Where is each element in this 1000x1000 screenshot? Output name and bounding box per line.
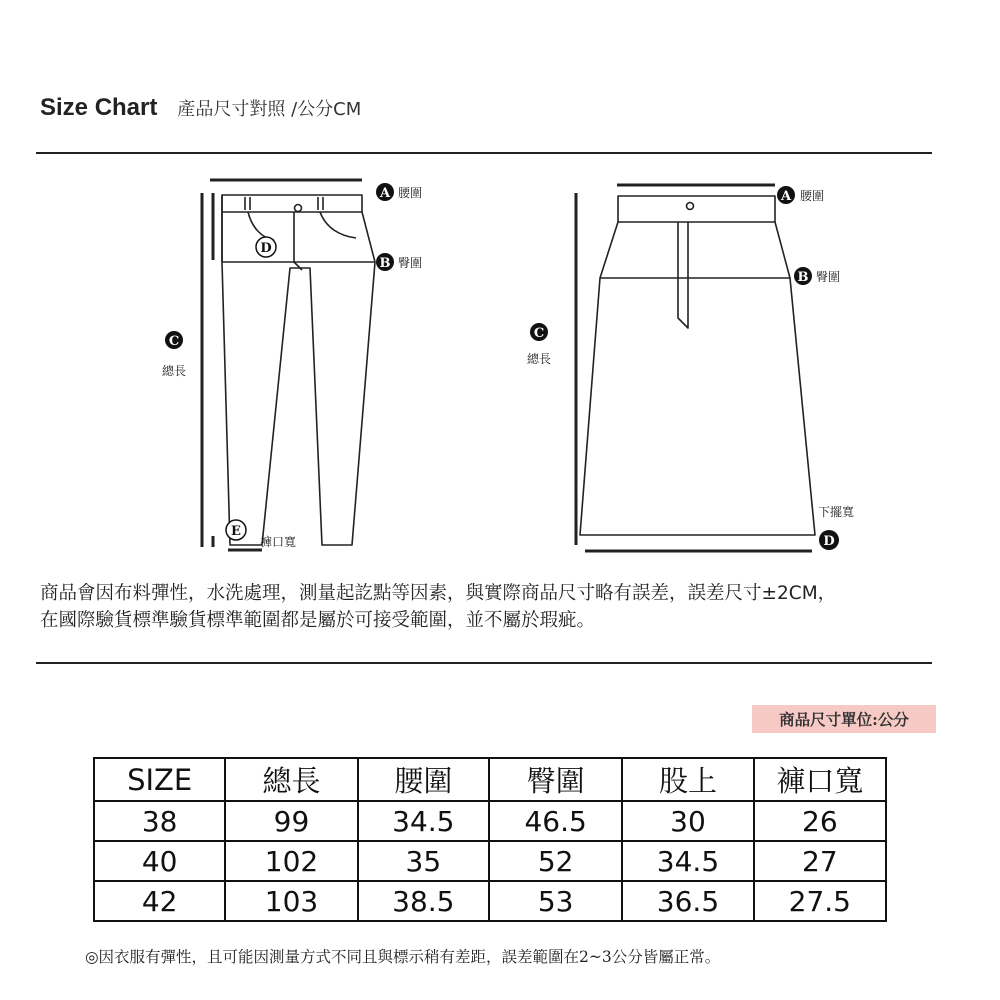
table-cell: 26 — [754, 801, 886, 841]
size-table — [93, 757, 887, 922]
svg-text:臀圍: 臀圍 — [398, 256, 423, 270]
skirt-hem-marker — [818, 504, 854, 550]
header-cell: 褲口寬 — [754, 758, 886, 801]
svg-text:腰圍: 腰圍 — [800, 189, 825, 203]
svg-text:總長: 總長 — [161, 364, 187, 378]
svg-text:D: D — [823, 534, 835, 549]
table-cell: 27 — [754, 841, 886, 881]
svg-text:總長: 總長 — [526, 352, 552, 366]
table-cell: 40 — [94, 841, 225, 881]
measurement-disclaimer — [40, 580, 836, 634]
table-cell: 102 — [225, 841, 357, 881]
header-cell: 臀圍 — [489, 758, 622, 801]
top-divider — [36, 152, 932, 154]
table-row — [94, 881, 886, 921]
table-cell: 34.5 — [622, 841, 753, 881]
disclaimer-line-1: 商品會因布料彈性，水洗處理，測量起訖點等因素，與實際商品尺寸略有誤差，誤差尺寸±2CM， — [40, 583, 837, 604]
table-cell: 103 — [225, 881, 357, 921]
table-cell: 53 — [489, 881, 622, 921]
table-cell: 36.5 — [622, 881, 753, 921]
garment-diagrams — [0, 160, 1000, 560]
skirt-outline — [580, 196, 815, 535]
disclaimer-line-2: 在國際驗貨標準驗貨標準範圍都是屬於可接受範圍，並不屬於瑕疵。 — [40, 610, 596, 631]
skirt-waist-marker — [777, 186, 824, 204]
page-title — [40, 94, 361, 126]
pants-outline — [222, 195, 375, 545]
footnote: ◎因衣服有彈性，且可能因測量方式不同且與標示稍有差距，誤差範圍在2~3公分皆屬正常。 — [85, 948, 721, 966]
pants-waist-marker — [376, 183, 422, 201]
svg-text:腰圍: 腰圍 — [398, 186, 423, 200]
table-cell: 38 — [94, 801, 225, 841]
svg-text:B: B — [797, 270, 809, 285]
header-cell: 總長 — [225, 758, 357, 801]
table-row — [94, 841, 886, 881]
table-cell: 34.5 — [358, 801, 489, 841]
header-cell: SIZE — [94, 758, 225, 801]
title-english: Size Chart — [40, 94, 158, 121]
table-cell: 27.5 — [754, 881, 886, 921]
table-cell: 38.5 — [358, 881, 489, 921]
table-cell: 99 — [225, 801, 357, 841]
svg-text:B: B — [379, 256, 391, 271]
table-cell: 30 — [622, 801, 753, 841]
svg-text:下擺寬: 下擺寬 — [818, 505, 855, 519]
svg-text:褲口寬: 褲口寬 — [260, 535, 297, 549]
svg-text:E: E — [231, 524, 241, 539]
svg-text:C: C — [168, 334, 180, 349]
svg-text:C: C — [533, 326, 545, 341]
table-row — [94, 801, 886, 841]
header-cell: 股上 — [622, 758, 753, 801]
svg-text:A: A — [780, 189, 792, 204]
middle-divider — [36, 662, 932, 664]
unit-badge: 商品尺寸單位:公分 — [752, 705, 936, 733]
pants-rise-marker — [256, 237, 276, 257]
svg-text:D: D — [260, 241, 272, 256]
skirt-hip-marker — [794, 267, 840, 285]
pants-length-marker — [162, 331, 186, 378]
skirt-length-marker — [527, 323, 551, 366]
title-chinese: 產品尺寸對照 /公分CM — [177, 99, 362, 120]
pants-hip-marker — [376, 253, 422, 271]
svg-text:A: A — [379, 186, 391, 201]
svg-text:臀圍: 臀圍 — [816, 270, 841, 284]
table-cell: 52 — [489, 841, 622, 881]
table-cell: 42 — [94, 881, 225, 921]
table-cell: 46.5 — [489, 801, 622, 841]
table-cell: 35 — [358, 841, 489, 881]
table-header-row — [94, 758, 886, 801]
header-cell: 腰圍 — [358, 758, 489, 801]
